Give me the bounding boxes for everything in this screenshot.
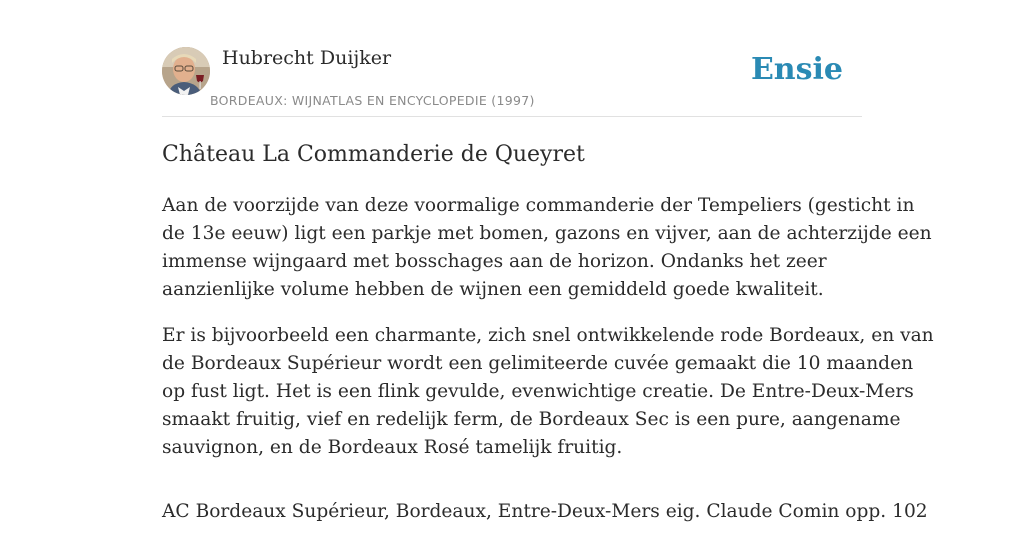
- paragraph-2: [162, 322, 934, 462]
- entry-header: [162, 0, 862, 117]
- paragraph-2-line: de Bordeaux Supérieur wordt een gelimiteerde cuvée gemaakt die 10 maanden: [162, 353, 914, 374]
- paragraph-1-line: aanzienlijke volume hebben de wijnen een gemiddeld goede kwaliteit.: [162, 279, 824, 300]
- paragraph-1-line: Aan de voorzijde van deze voormalige commanderie der Tempeliers (gesticht in: [162, 195, 915, 216]
- author-name[interactable]: Hubrecht Duijker: [222, 47, 392, 69]
- entry-title: Château La Commanderie de Queyret: [162, 142, 585, 167]
- paragraph-1-line: immense wijngaard met bosschages aan de horizon. Ondanks het zeer: [162, 251, 827, 272]
- book-title[interactable]: BORDEAUX: WIJNATLAS EN ENCYCLOPEDIE (1997): [210, 93, 535, 108]
- paragraph-1: [162, 192, 932, 304]
- author-avatar[interactable]: [162, 47, 210, 95]
- paragraph-2-line: op fust ligt. Het is een flink gevulde, evenwichtige creatie. De Entre-Deux-Mers: [162, 381, 914, 402]
- entry-body: [162, 192, 934, 544]
- avatar-portrait-icon: [162, 47, 210, 95]
- paragraph-2-line: sauvignon, en de Bordeaux Rosé tamelijk fruitig.: [162, 437, 623, 458]
- entry-card: [162, 0, 934, 522]
- brand-logo[interactable]: Ensie: [750, 52, 843, 87]
- paragraph-2-line: Er is bijvoorbeeld een charmante, zich snel ontwikkelende rode Bordeaux, en van: [162, 325, 934, 346]
- paragraph-2-line: smaakt fruitig, vief en redelijk ferm, de Bordeaux Sec is een pure, aangename: [162, 409, 901, 430]
- wine-metadata: AC Bordeaux Supérieur, Bordeaux, Entre-Deux-Mers eig. Claude Comin opp. 102: [162, 501, 928, 522]
- paragraph-1-line: de 13e eeuw) ligt een parkje met bomen, gazons en vijver, aan de achterzijde een: [162, 223, 932, 244]
